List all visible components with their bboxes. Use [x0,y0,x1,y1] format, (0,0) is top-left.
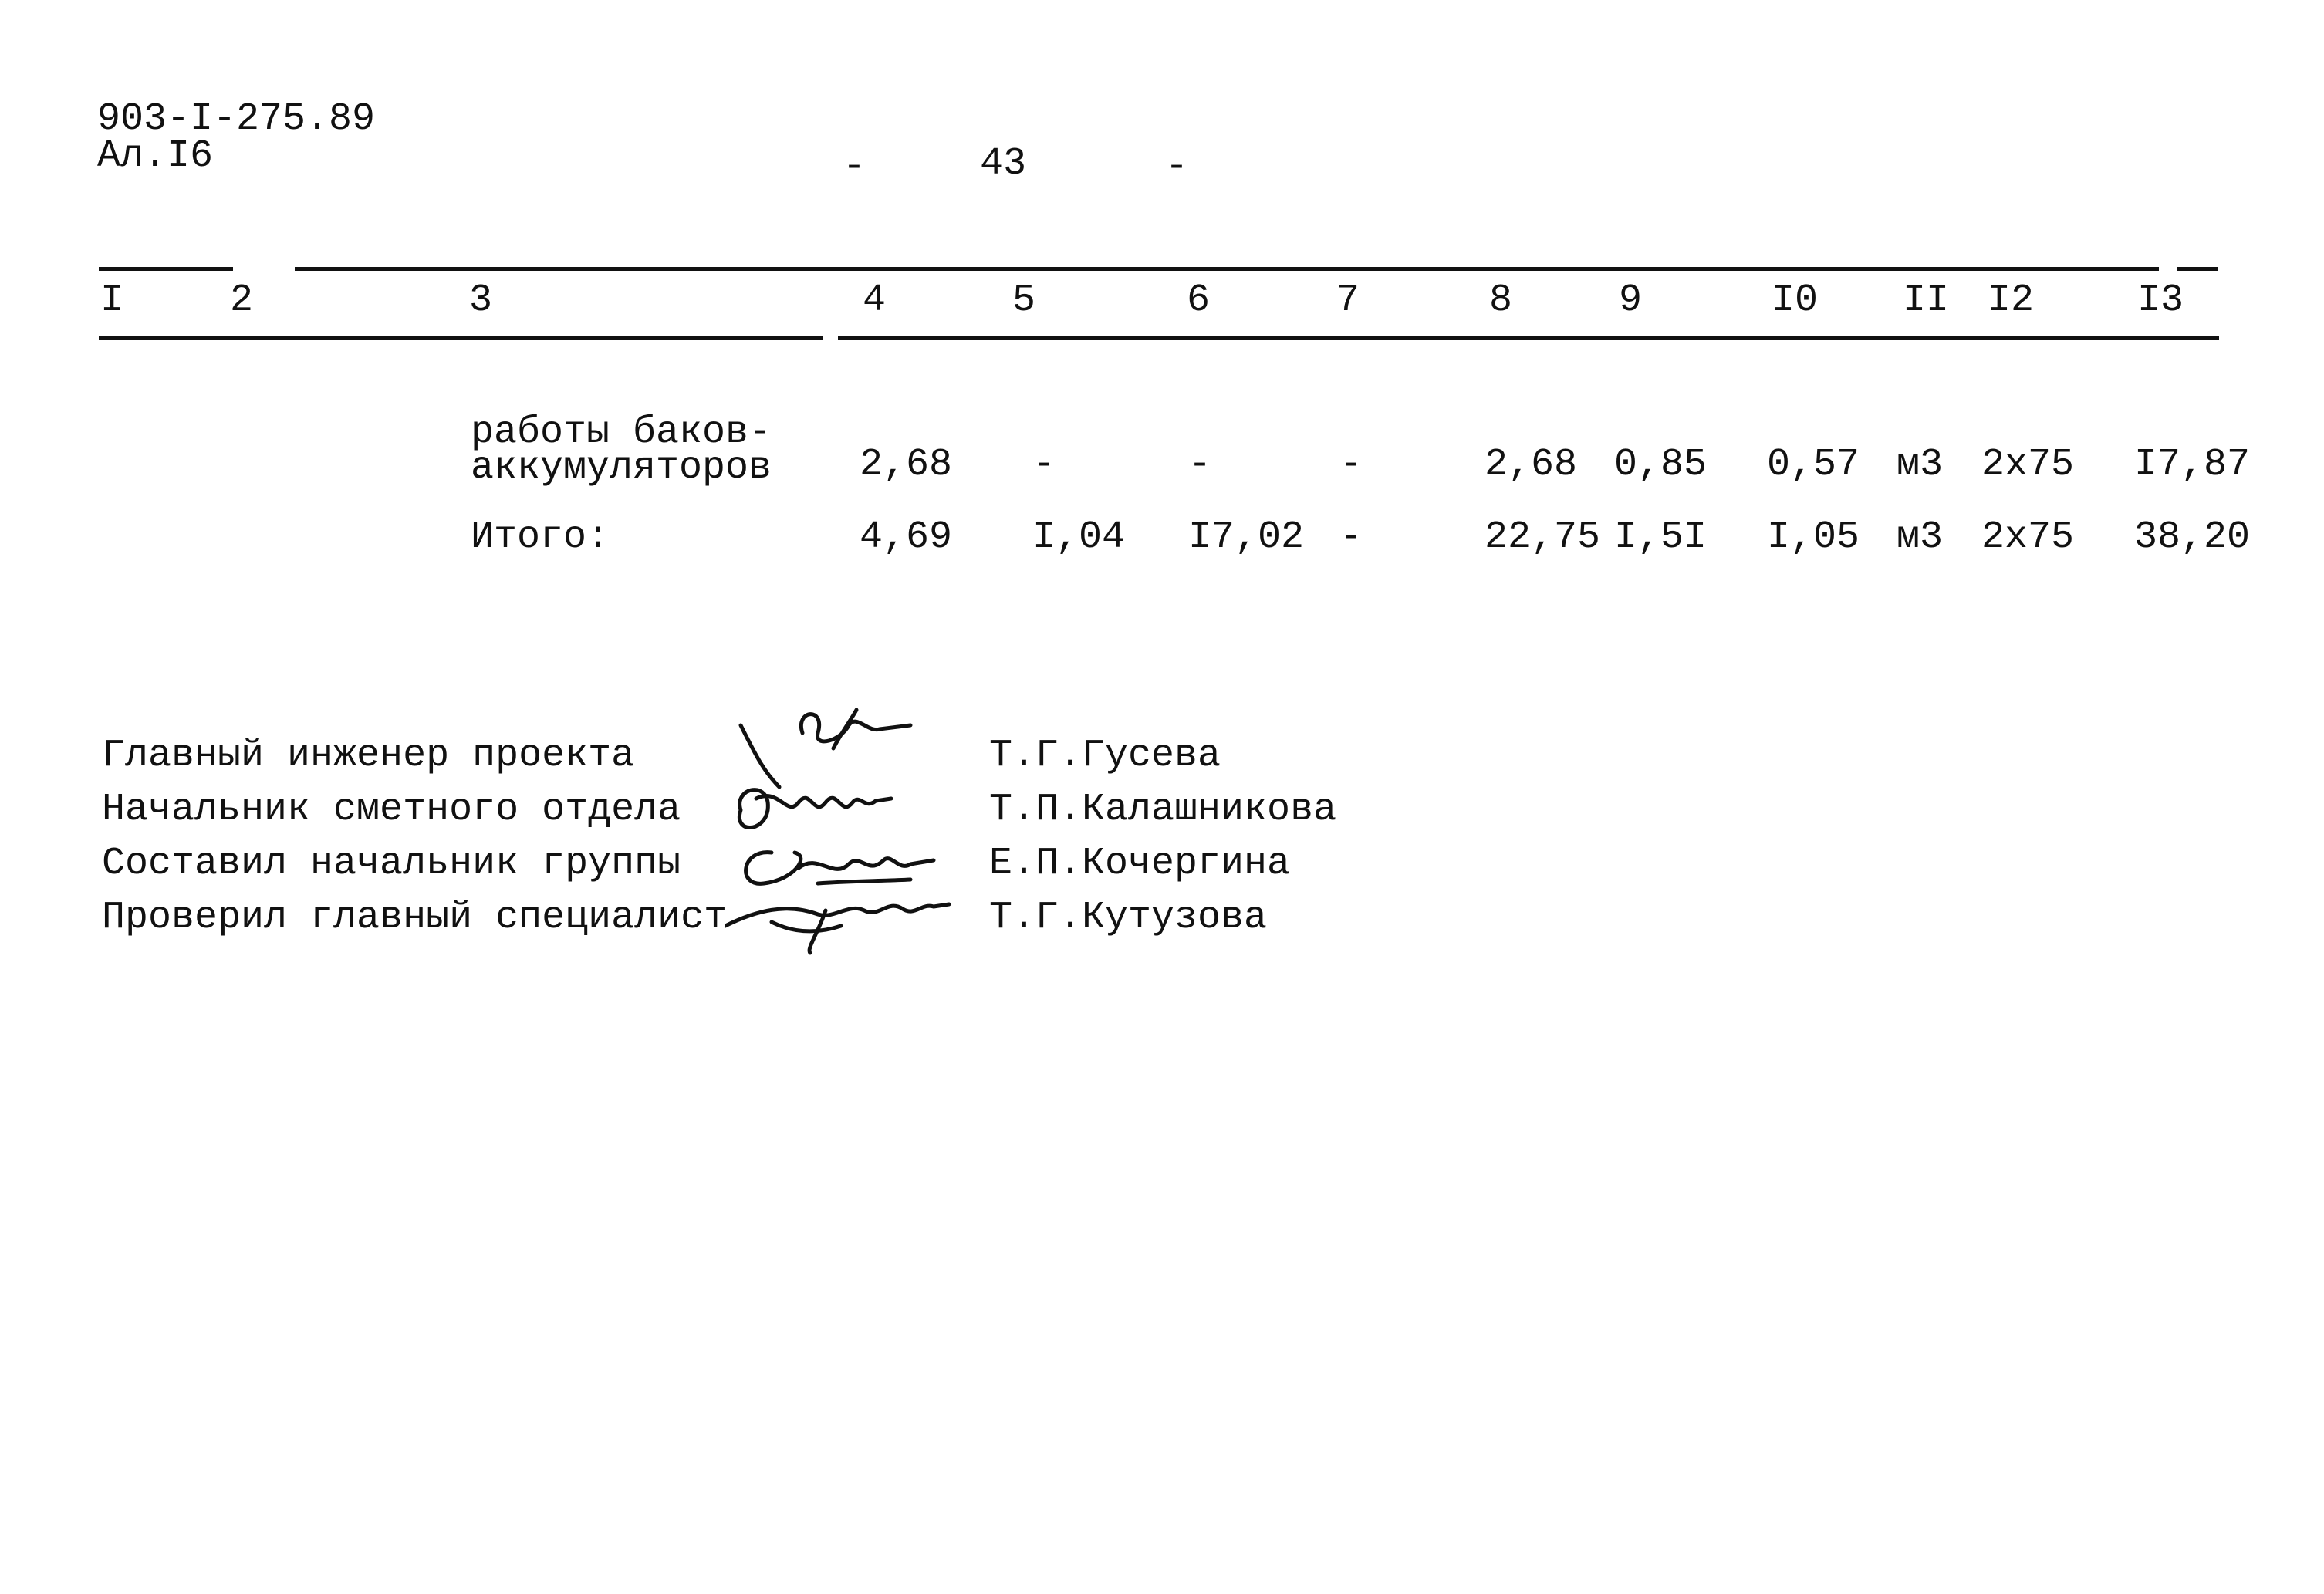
sheet-number: Ал.I6 [97,134,214,178]
cell-col5: - [1032,443,1056,487]
page-dash-left: - [843,145,866,189]
cell-col8: 2,68 [1485,443,1578,487]
signatory-position: Главный инженер проекта [102,734,635,778]
handwritten-signatures [725,702,957,957]
cell-col9: 0,85 [1614,443,1708,487]
cell-col12: 2x75 [1981,443,2075,487]
cell-col11: м3 [1897,443,1944,487]
cell-col11: м3 [1897,515,1944,559]
cell-col9: I,5I [1614,515,1708,559]
header-rule-top-2 [295,267,2159,271]
page-number: 43 [980,142,1027,186]
cell-col13: 38,20 [2134,515,2251,559]
cell-col7: - [1339,443,1363,487]
header-rule-bottom-2 [838,336,2219,340]
header-rule-top-1 [99,267,233,271]
signatory-name: Е.П.Кочергина [989,842,1291,886]
signatory-name: Т.Г.Кутузова [989,896,1268,940]
column-number: 3 [469,279,493,323]
cell-col8: 22,75 [1485,515,1601,559]
cell-col6: - [1188,443,1212,487]
cell-col10: 0,57 [1767,443,1860,487]
column-number: 7 [1336,279,1360,323]
column-number: I3 [2137,279,2184,323]
cell-col13: I7,87 [2134,443,2251,487]
column-number: I2 [1988,279,2035,323]
cell-col7: - [1339,515,1363,559]
signatory-position: Проверил главный специалист [102,896,728,940]
header-rule-top-3 [2177,267,2218,271]
column-number: 5 [1012,279,1036,323]
column-number: 6 [1187,279,1211,323]
cell-col12: 2x75 [1981,515,2075,559]
cell-col6: I7,02 [1188,515,1305,559]
cell-col5: I,04 [1032,515,1126,559]
column-number: 4 [863,279,887,323]
document-code: 903-I-275.89 [97,97,376,141]
page-dash-right: - [1165,145,1189,189]
column-number: I0 [1772,279,1819,323]
cell-col10: I,05 [1767,515,1860,559]
row-label-line2: аккумуляторов [471,446,772,490]
row-label-total: Итого: [471,515,610,559]
header-rule-bottom-1 [99,336,823,340]
signatory-position: Начальник сметного отдела [102,788,681,832]
column-number: 2 [230,279,254,323]
cell-col4: 4,69 [860,515,953,559]
row-label-line1: работы баков- [471,410,772,454]
column-number: 8 [1489,279,1513,323]
signatory-name: Т.Г.Гусева [989,734,1221,778]
column-number: II [1903,279,1950,323]
column-number: I [100,279,124,323]
cell-col4: 2,68 [860,443,953,487]
signatory-position: Составил начальник группы [102,842,681,886]
signatory-name: Т.П.Калашникова [989,788,1337,832]
column-number: 9 [1619,279,1643,323]
